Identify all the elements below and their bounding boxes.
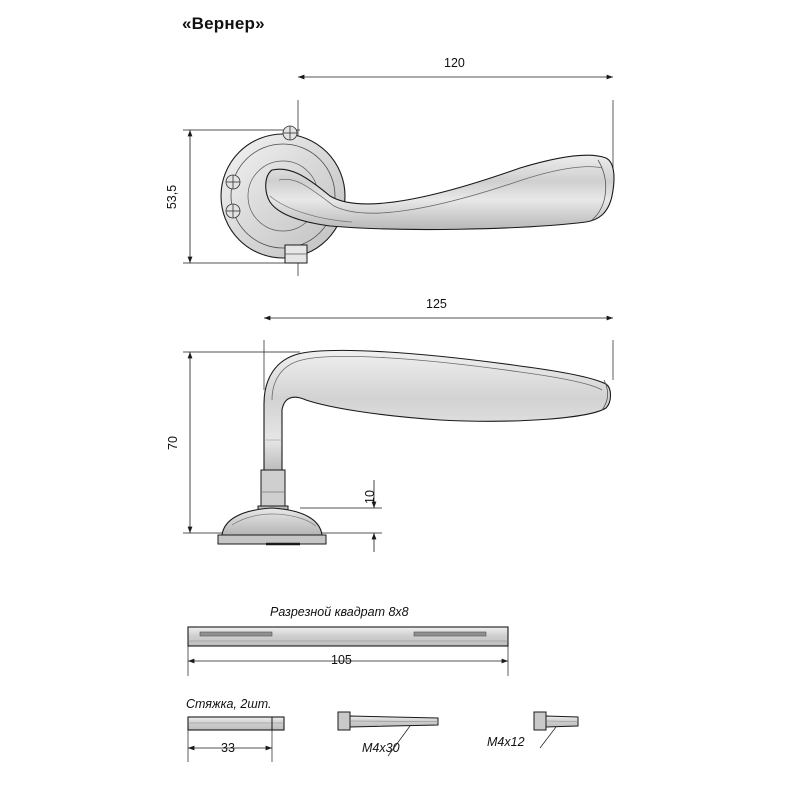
part-caption-screw-m4x12: M4x12 xyxy=(487,735,525,749)
dimension-label-top-width: 120 xyxy=(444,56,465,70)
part-caption-spindle: Разрезной квадрат 8х8 xyxy=(270,605,409,619)
part-caption-screw-m4x30: M4x30 xyxy=(362,741,400,755)
dimension-label-top-height: 53,5 xyxy=(165,184,180,210)
dimension-label-sleeve-length: 33 xyxy=(221,741,235,755)
dimension-label-base-thickness: 10 xyxy=(362,490,377,504)
dimension-label-spindle-length: 105 xyxy=(331,653,352,667)
page-title: «Вернер» xyxy=(182,14,265,33)
dimension-label-side-height: 70 xyxy=(165,436,180,450)
dimension-label-side-length: 125 xyxy=(426,297,447,311)
part-caption-sleeve: Стяжка, 2шт. xyxy=(186,697,272,711)
